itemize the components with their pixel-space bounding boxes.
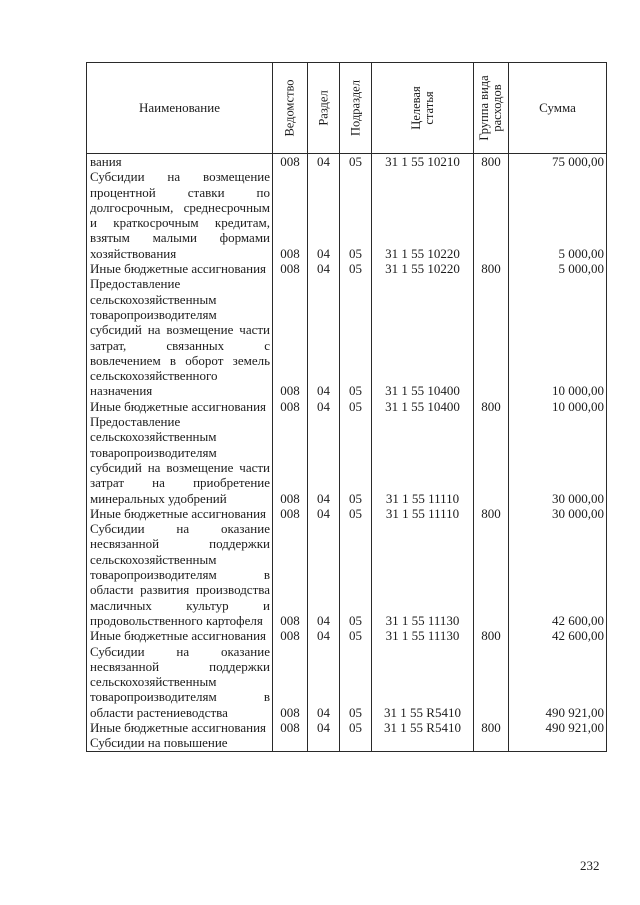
- cell-vedomstvo: 008: [273, 720, 308, 735]
- header-vedomstvo: Ведомство: [273, 63, 308, 154]
- cell-summa: 490 921,00: [509, 644, 607, 720]
- header-gruppa-vida-rashodov: Группа вида расходов: [474, 63, 509, 154]
- cell-podrazdel: 05: [340, 521, 372, 628]
- header-summa: Сумма: [509, 63, 607, 154]
- cell-name: Субсидии на повышение: [87, 735, 273, 751]
- cell-celevaya-statya: 31 1 55 11110: [372, 414, 474, 506]
- cell-name: Субсидии на оказание несвязанной поддержки сельскохозяйственным товаропроизводителям в области растениеводства: [87, 644, 273, 720]
- cell-celevaya-statya: 31 1 55 10400: [372, 399, 474, 414]
- cell-gruppa: 800: [474, 628, 509, 643]
- cell-podrazdel: 05: [340, 720, 372, 735]
- cell-vedomstvo: 008: [273, 399, 308, 414]
- cell-podrazdel: 05: [340, 276, 372, 398]
- cell-razdel: 04: [308, 720, 340, 735]
- table-row: [87, 735, 607, 751]
- cell-razdel: 04: [308, 414, 340, 506]
- cell-razdel: 04: [308, 261, 340, 276]
- header-razdel: Раздел: [308, 63, 340, 154]
- table-row: [87, 720, 607, 735]
- cell-celevaya-statya: 31 1 55 R5410: [372, 720, 474, 735]
- cell-razdel: 04: [308, 506, 340, 521]
- cell-summa: [509, 735, 607, 751]
- page-number: 232: [580, 858, 600, 873]
- cell-gruppa: [474, 644, 509, 720]
- cell-name: Иные бюджетные ассигнования: [87, 628, 273, 643]
- cell-summa: 30 000,00: [509, 506, 607, 521]
- header-celevaya-statya: Целевая статья: [372, 63, 474, 154]
- cell-celevaya-statya: 31 1 55 10400: [372, 276, 474, 398]
- cell-vedomstvo: 008: [273, 644, 308, 720]
- cell-razdel: 04: [308, 644, 340, 720]
- cell-summa: 42 600,00: [509, 628, 607, 643]
- table-row: [87, 521, 607, 628]
- table-row: [87, 399, 607, 414]
- cell-vedomstvo: 008: [273, 521, 308, 628]
- cell-summa: 490 921,00: [509, 720, 607, 735]
- cell-vedomstvo: 008: [273, 414, 308, 506]
- cell-razdel: 04: [308, 154, 340, 170]
- cell-name: Предоставление сельскохозяйственным товаропроизводителям субсидий на возмещение части затрат, связанных с вовлечением в оборот земель сельскохозяйственного назначения: [87, 276, 273, 398]
- cell-vedomstvo: 008: [273, 276, 308, 398]
- table-row: [87, 169, 607, 261]
- cell-gruppa: [474, 414, 509, 506]
- cell-celevaya-statya: 31 1 55 10220: [372, 169, 474, 261]
- cell-name: Иные бюджетные ассигнования: [87, 720, 273, 735]
- cell-gruppa: [474, 735, 509, 751]
- cell-name: Иные бюджетные ассигнования: [87, 506, 273, 521]
- table-header-row: [87, 63, 607, 154]
- cell-podrazdel: 05: [340, 154, 372, 170]
- cell-name: Субсидии на возмещение процентной ставки по долгосрочным, среднесрочным и краткосрочным кредитам, взятым малыми формами хозяйствования: [87, 169, 273, 261]
- cell-summa: 5 000,00: [509, 169, 607, 261]
- cell-name: Предоставление сельскохозяйственным товаропроизводителям субсидий на возмещение части затрат на приобретение минеральных удобрений: [87, 414, 273, 506]
- table-row: [87, 261, 607, 276]
- cell-gruppa: 800: [474, 261, 509, 276]
- cell-celevaya-statya: 31 1 55 R5410: [372, 644, 474, 720]
- cell-podrazdel: 05: [340, 628, 372, 643]
- cell-gruppa: 800: [474, 506, 509, 521]
- cell-summa: 10 000,00: [509, 399, 607, 414]
- cell-summa: 42 600,00: [509, 521, 607, 628]
- cell-name: Иные бюджетные ассигнования: [87, 261, 273, 276]
- cell-summa: 10 000,00: [509, 276, 607, 398]
- cell-summa: 75 000,00: [509, 154, 607, 170]
- cell-gruppa: [474, 521, 509, 628]
- cell-vedomstvo: 008: [273, 169, 308, 261]
- cell-name: Иные бюджетные ассигнования: [87, 399, 273, 414]
- cell-razdel: 04: [308, 521, 340, 628]
- cell-gruppa: [474, 169, 509, 261]
- cell-podrazdel: 05: [340, 506, 372, 521]
- header-podrazdel: Подраздел: [340, 63, 372, 154]
- table-row: [87, 414, 607, 506]
- table-body: [87, 154, 607, 752]
- cell-razdel: 04: [308, 628, 340, 643]
- cell-celevaya-statya: 31 1 55 11110: [372, 506, 474, 521]
- cell-celevaya-statya: [372, 735, 474, 751]
- cell-celevaya-statya: 31 1 55 10210: [372, 154, 474, 170]
- header-name: Наименование: [87, 63, 273, 154]
- cell-podrazdel: 05: [340, 261, 372, 276]
- cell-vedomstvo: 008: [273, 154, 308, 170]
- cell-gruppa: [474, 276, 509, 398]
- cell-podrazdel: 05: [340, 399, 372, 414]
- cell-celevaya-statya: 31 1 55 11130: [372, 628, 474, 643]
- table-row: [87, 154, 607, 170]
- table-row: [87, 628, 607, 643]
- table-row: [87, 506, 607, 521]
- table-row: [87, 276, 607, 398]
- table-row: [87, 644, 607, 720]
- cell-podrazdel: 05: [340, 169, 372, 261]
- cell-razdel: 04: [308, 276, 340, 398]
- budget-table: [86, 62, 607, 752]
- cell-celevaya-statya: 31 1 55 10220: [372, 261, 474, 276]
- cell-podrazdel: 05: [340, 644, 372, 720]
- cell-gruppa: 800: [474, 720, 509, 735]
- cell-celevaya-statya: 31 1 55 11130: [372, 521, 474, 628]
- cell-vedomstvo: 008: [273, 506, 308, 521]
- cell-summa: 5 000,00: [509, 261, 607, 276]
- cell-name: Субсидии на оказание несвязанной поддержки сельскохозяйственным товаропроизводителям в области развития производства масличных культур и продовольственного картофеля: [87, 521, 273, 628]
- cell-gruppa: 800: [474, 154, 509, 170]
- cell-gruppa: 800: [474, 399, 509, 414]
- cell-podrazdel: 05: [340, 414, 372, 506]
- cell-vedomstvo: [273, 735, 308, 751]
- cell-vedomstvo: 008: [273, 261, 308, 276]
- cell-podrazdel: [340, 735, 372, 751]
- cell-razdel: 04: [308, 399, 340, 414]
- cell-summa: 30 000,00: [509, 414, 607, 506]
- cell-vedomstvo: 008: [273, 628, 308, 643]
- cell-razdel: [308, 735, 340, 751]
- cell-name: вания: [87, 154, 273, 170]
- cell-razdel: 04: [308, 169, 340, 261]
